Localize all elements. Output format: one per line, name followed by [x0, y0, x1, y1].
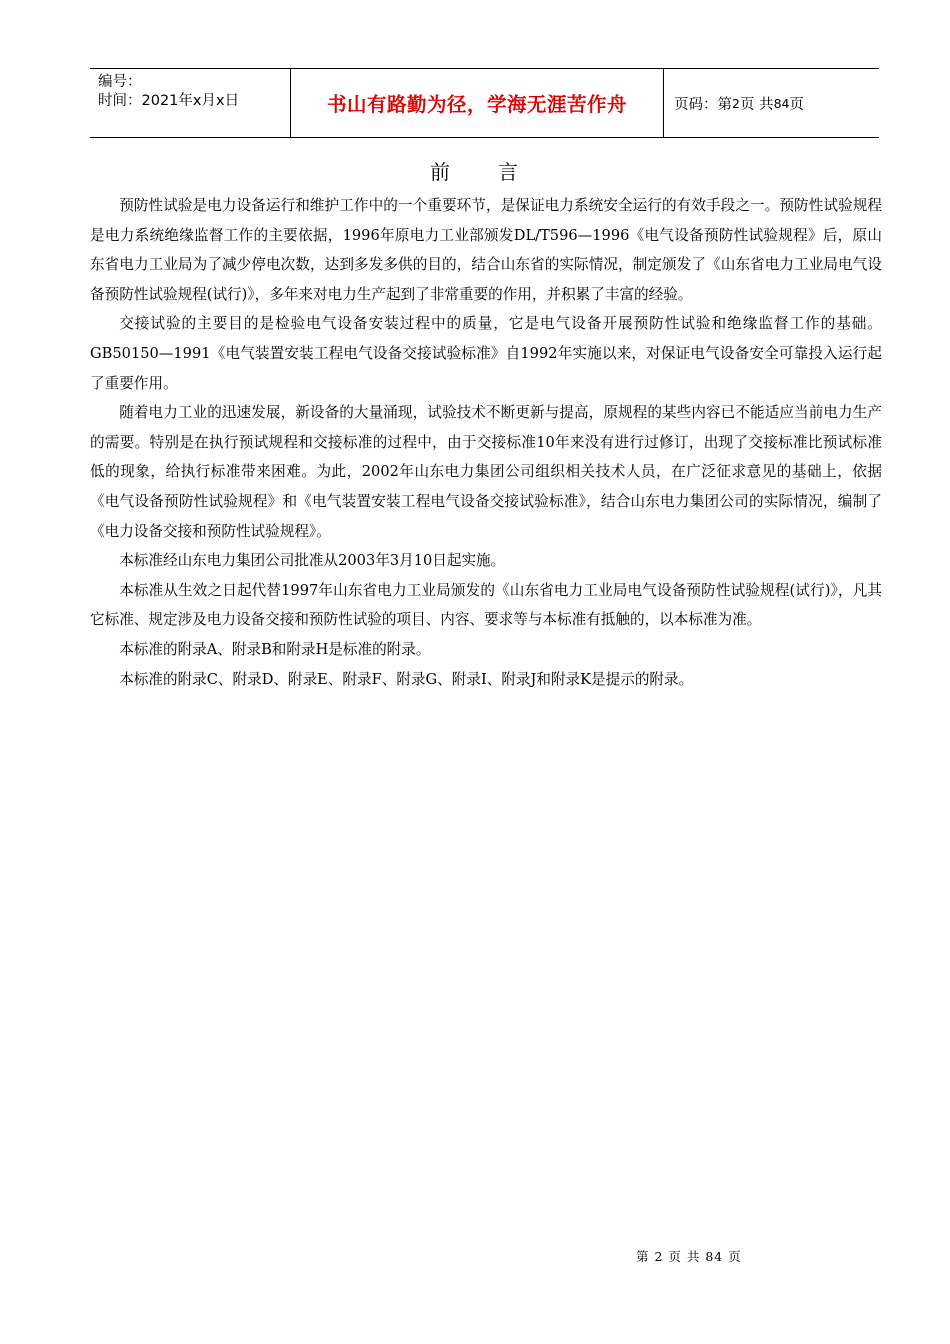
document-time-label: 时间：2021年x月x日	[98, 93, 240, 109]
title-part-1: 前	[430, 160, 452, 184]
page-prefix: 页码：第	[674, 96, 732, 113]
paragraph: 本标准从生效之日起代替1997年山东省电力工业局颁发的《山东省电力工业局电气设备预防性试验规程(试行)》，凡其它标准、规定涉及电力设备交接和预防性试验的项目、内容、要求等与本标准有抵触的，以本标准为准。	[90, 581, 882, 629]
header-motto: 书山有路勤为径，学海无涯苦作舟	[326, 93, 627, 116]
header-page-cell	[664, 69, 879, 137]
paragraph: 本标准的附录A、附录B和附录H是标准的附录。	[119, 640, 431, 658]
document-number-label: 编号：	[98, 74, 142, 90]
paragraph: 随着电力工业的迅速发展，新设备的大量涌现，试验技术不断更新与提高，原规程的某些内容已不能适应当前电力生产的需要。特别是在执行预试规程和交接标准的过程中，由于交接标准10年来没有进行过修订，出现了交接标准比预试标准低的现象，给执行标准带来困难。为此，2002年山东电力集团公司组织相关技术人员，在广泛征求意见的基础上，依据《电气设备预防性试验规程》和《电气装置安装工程电气设备交接试验标准》，结合山东电力集团公司的实际情况，编制了《电力设备交接和预防性试验规程》。	[90, 404, 882, 540]
page-suffix: 页	[789, 96, 804, 113]
paragraph: 预防性试验是电力设备运行和维护工作中的一个重要环节，是保证电力系统安全运行的有效手段之一。预防性试验规程是电力系统绝缘监督工作的主要依据，1996年原电力工业部颁发DL/T596—1996《电气设备预防性试验规程》后，原山东省电力工业局为了减少停电次数，达到多发多供的目的，结合山东省的实际情况，制定颁发了《山东省电力工业局电气设备预防性试验规程(试行)》，多年来对电力生产起到了非常重要的作用，并积累了丰富的经验。	[90, 197, 882, 303]
page-header	[90, 68, 879, 138]
document-body	[90, 191, 882, 694]
paragraph: 本标准的附录C、附录D、附录E、附录F、附录G、附录I、附录J和附录K是提示的附录。	[119, 670, 694, 688]
title-part-2: 言	[498, 160, 520, 184]
paragraph: 交接试验的主要目的是检验电气设备安装过程中的质量，它是电气设备开展预防性试验和绝缘监督工作的基础。GB50150—1991《电气装置安装工程电气设备交接试验标准》自1992年实施以来，对保证电气设备安全可靠投入运行起了重要作用。	[90, 315, 882, 392]
header-motto-cell	[291, 69, 664, 137]
page-mid: 页 共	[739, 96, 774, 113]
page-current: 2	[732, 95, 740, 111]
page-total: 84	[773, 95, 790, 111]
header-meta-cell	[90, 69, 291, 137]
page-footer: 第 2 页 共 84 页	[636, 1249, 742, 1264]
document-title	[0, 160, 950, 184]
paragraph: 本标准经山东电力集团公司批准从2003年3月10日起实施。	[119, 552, 506, 570]
